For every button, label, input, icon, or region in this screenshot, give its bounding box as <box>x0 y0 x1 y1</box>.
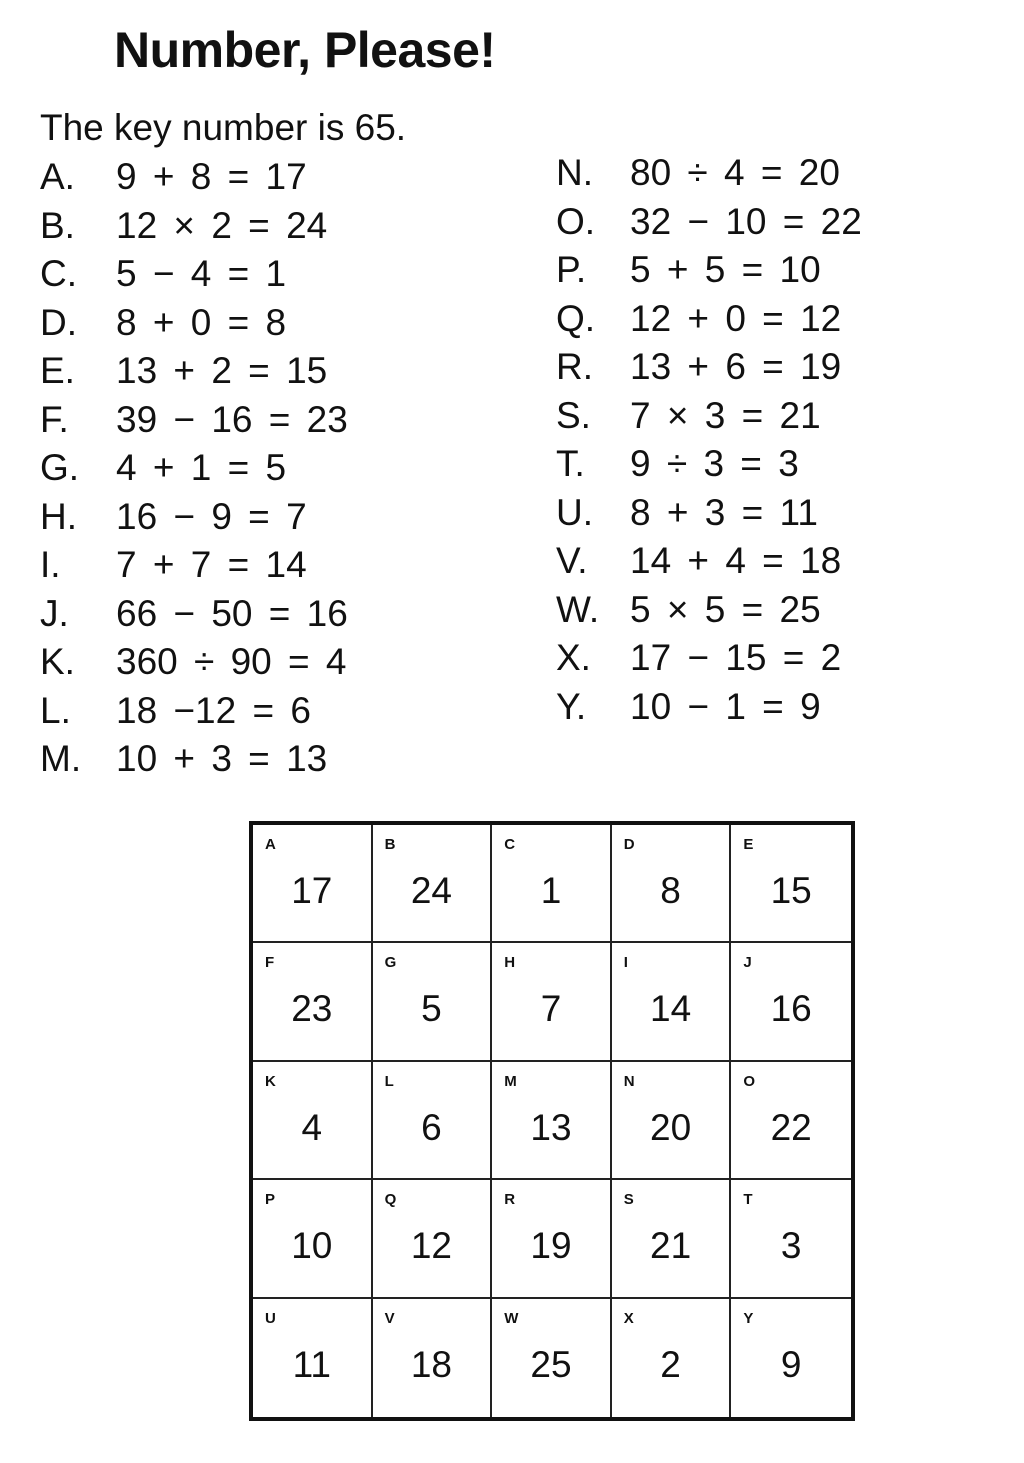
problem-equation: 5 − 4 = 1 <box>116 253 287 294</box>
problem-letter: K. <box>40 641 75 682</box>
cell-value: 4 <box>301 1106 323 1148</box>
cell-letter: Y <box>743 1309 754 1327</box>
problem-list-right <box>556 149 862 731</box>
grid-cell <box>612 1299 732 1417</box>
problem-equation: 10 + 3 = 13 <box>116 738 328 779</box>
grid-cell <box>612 943 732 1061</box>
cell-letter: T <box>743 1191 753 1209</box>
problem-item <box>556 634 862 683</box>
problem-equation: 7 × 3 = 21 <box>630 394 821 436</box>
grid-cell <box>253 825 373 943</box>
problem-letter: X. <box>556 637 591 678</box>
cell-value: 24 <box>410 870 452 911</box>
problem-item <box>40 541 348 590</box>
grid-cell <box>253 1062 373 1180</box>
problem-item <box>556 198 862 247</box>
problem-letter: Q. <box>556 297 596 339</box>
problem-equation: 13 + 2 = 15 <box>116 350 328 391</box>
cell-value: 3 <box>780 1225 802 1267</box>
cell-letter: F <box>265 954 275 972</box>
grid-cell <box>731 825 851 943</box>
problem-equation: 5 + 5 = 10 <box>630 249 821 290</box>
problem-letter: T. <box>556 443 585 484</box>
problem-item <box>556 246 862 295</box>
problem-item <box>40 396 348 445</box>
problem-letter: Y. <box>556 685 587 727</box>
problem-letter: S. <box>556 394 591 436</box>
problem-equation: 12 + 0 = 12 <box>630 297 842 339</box>
problem-letter: M. <box>40 738 82 779</box>
cell-letter: P <box>265 1191 276 1209</box>
cell-letter: L <box>384 1072 394 1090</box>
cell-letter: O <box>743 1072 756 1090</box>
problem-letter: A. <box>40 156 75 197</box>
cell-letter: R <box>504 1191 516 1209</box>
grid-cell <box>373 1299 493 1417</box>
problem-letter: I. <box>40 544 61 585</box>
cell-value: 10 <box>291 1225 333 1267</box>
cell-value: 13 <box>530 1106 572 1148</box>
problem-item <box>40 493 348 542</box>
key-number-text: The key number is 65. <box>40 107 407 148</box>
cell-value: 2 <box>660 1343 681 1385</box>
problem-letter: R. <box>556 346 593 387</box>
problem-item <box>556 489 862 538</box>
cell-letter: E <box>743 836 754 853</box>
problem-item <box>556 149 862 198</box>
grid-cell <box>373 825 493 943</box>
cell-value: 11 <box>292 1343 331 1385</box>
answer-grid <box>249 821 855 1421</box>
problem-item <box>556 392 862 441</box>
cell-letter: N <box>623 1072 635 1090</box>
cell-value: 6 <box>421 1106 442 1148</box>
cell-value: 7 <box>540 988 562 1030</box>
problem-item <box>556 440 862 489</box>
problem-letter: L. <box>40 689 71 731</box>
grid-cell <box>253 1299 373 1417</box>
problem-equation: 4 + 1 = 5 <box>116 447 287 488</box>
grid-cell <box>492 1062 612 1180</box>
grid-cell <box>492 1299 612 1417</box>
cell-letter: K <box>265 1072 276 1090</box>
problem-letter: U. <box>556 491 593 533</box>
problem-item <box>40 444 348 493</box>
problem-equation: 39 − 16 = 23 <box>116 398 348 440</box>
cell-value: 5 <box>421 988 442 1030</box>
problem-letter: G. <box>40 447 80 488</box>
problem-item <box>556 295 862 344</box>
problem-equation: 12 × 2 = 24 <box>116 204 328 246</box>
problem-equation: 66 − 50 = 16 <box>116 592 348 634</box>
cell-letter: A <box>265 836 276 853</box>
cell-letter: D <box>623 836 635 853</box>
grid-cell <box>373 1180 493 1298</box>
problem-equation: 7 + 7 = 14 <box>116 544 307 585</box>
problem-equation: 32 − 10 = 22 <box>630 200 862 242</box>
problem-item <box>556 586 862 635</box>
problem-equation: 14 + 4 = 18 <box>630 540 842 581</box>
problem-item <box>40 153 348 202</box>
cell-value: 21 <box>650 1225 692 1267</box>
grid-cell <box>612 1180 732 1298</box>
problem-letter: J. <box>40 592 69 634</box>
problem-item <box>556 343 862 392</box>
cell-value: 15 <box>770 870 812 911</box>
cell-letter: B <box>384 836 396 853</box>
problem-letter: D. <box>40 301 77 343</box>
cell-letter: W <box>504 1309 519 1327</box>
grid-cell <box>492 943 612 1061</box>
cell-letter: U <box>265 1309 276 1327</box>
problem-letter: B. <box>40 204 75 246</box>
problem-item <box>40 347 348 396</box>
cell-value: 25 <box>530 1343 572 1385</box>
problem-equation: 16 − 9 = 7 <box>116 495 307 537</box>
problem-equation: 5 × 5 = 25 <box>630 588 821 630</box>
problem-item <box>40 590 348 639</box>
cell-value: 14 <box>650 988 692 1030</box>
problem-list-left <box>40 153 348 784</box>
grid-cell <box>612 825 732 943</box>
cell-value: 16 <box>770 988 812 1030</box>
problem-item <box>40 202 348 251</box>
problem-equation: 10 − 1 = 9 <box>630 685 821 727</box>
cell-letter: V <box>384 1309 395 1327</box>
problem-equation: 8 + 3 = 11 <box>630 491 818 533</box>
problem-equation: 8 + 0 = 8 <box>116 301 287 343</box>
cell-letter: Q <box>384 1191 397 1209</box>
problem-letter: W. <box>556 588 600 630</box>
grid-cell <box>373 943 493 1061</box>
problem-letter: F. <box>40 398 69 440</box>
grid-cell <box>253 1180 373 1298</box>
problem-item <box>40 299 348 348</box>
problem-equation: 80 ÷ 4 = 20 <box>630 152 840 193</box>
cell-letter: C <box>504 836 516 853</box>
cell-value: 12 <box>410 1225 452 1267</box>
problem-letter: H. <box>40 495 77 537</box>
cell-letter: S <box>623 1191 634 1209</box>
problem-equation: 9 + 8 = 17 <box>116 156 307 197</box>
problem-equation: 13 + 6 = 19 <box>630 346 842 387</box>
grid-cell <box>253 943 373 1061</box>
page-title: Number, Please! <box>114 22 496 78</box>
cell-value: 8 <box>660 870 681 911</box>
grid-cell <box>731 1062 851 1180</box>
problem-letter: E. <box>40 350 75 391</box>
problem-item <box>40 638 348 687</box>
problem-letter: C. <box>40 253 77 294</box>
grid-cell <box>492 825 612 943</box>
cell-letter: M <box>504 1072 517 1090</box>
cell-value: 18 <box>410 1343 452 1385</box>
problem-item <box>556 537 862 586</box>
problem-equation: 17 − 15 = 2 <box>630 637 842 678</box>
problem-equation: 18 −12 = 6 <box>116 689 311 731</box>
grid-cell <box>373 1062 493 1180</box>
cell-value: 17 <box>291 870 333 911</box>
problem-letter: P. <box>556 249 587 290</box>
grid-cell <box>731 1180 851 1298</box>
cell-letter: I <box>623 954 628 972</box>
grid-cell <box>731 1299 851 1417</box>
cell-value: 19 <box>530 1225 572 1267</box>
grid-cell <box>731 943 851 1061</box>
cell-letter: G <box>384 954 397 972</box>
problem-equation: 9 ÷ 3 = 3 <box>630 443 799 484</box>
problem-equation: 360 ÷ 90 = 4 <box>116 641 347 682</box>
cell-value: 22 <box>770 1106 812 1148</box>
problem-item <box>40 687 348 736</box>
problem-item <box>40 735 348 784</box>
grid-cell <box>492 1180 612 1298</box>
grid-cell <box>612 1062 732 1180</box>
problem-item <box>556 683 862 732</box>
problem-letter: V. <box>556 540 588 581</box>
problem-letter: N. <box>556 152 593 193</box>
cell-value: 9 <box>780 1343 802 1385</box>
cell-letter: J <box>743 954 752 972</box>
problem-letter: O. <box>556 200 596 242</box>
cell-letter: X <box>623 1309 634 1327</box>
cell-value: 1 <box>540 870 562 911</box>
cell-value: 23 <box>291 988 333 1030</box>
cell-letter: H <box>504 954 516 972</box>
problem-item <box>40 250 348 299</box>
cell-value: 20 <box>650 1106 692 1148</box>
